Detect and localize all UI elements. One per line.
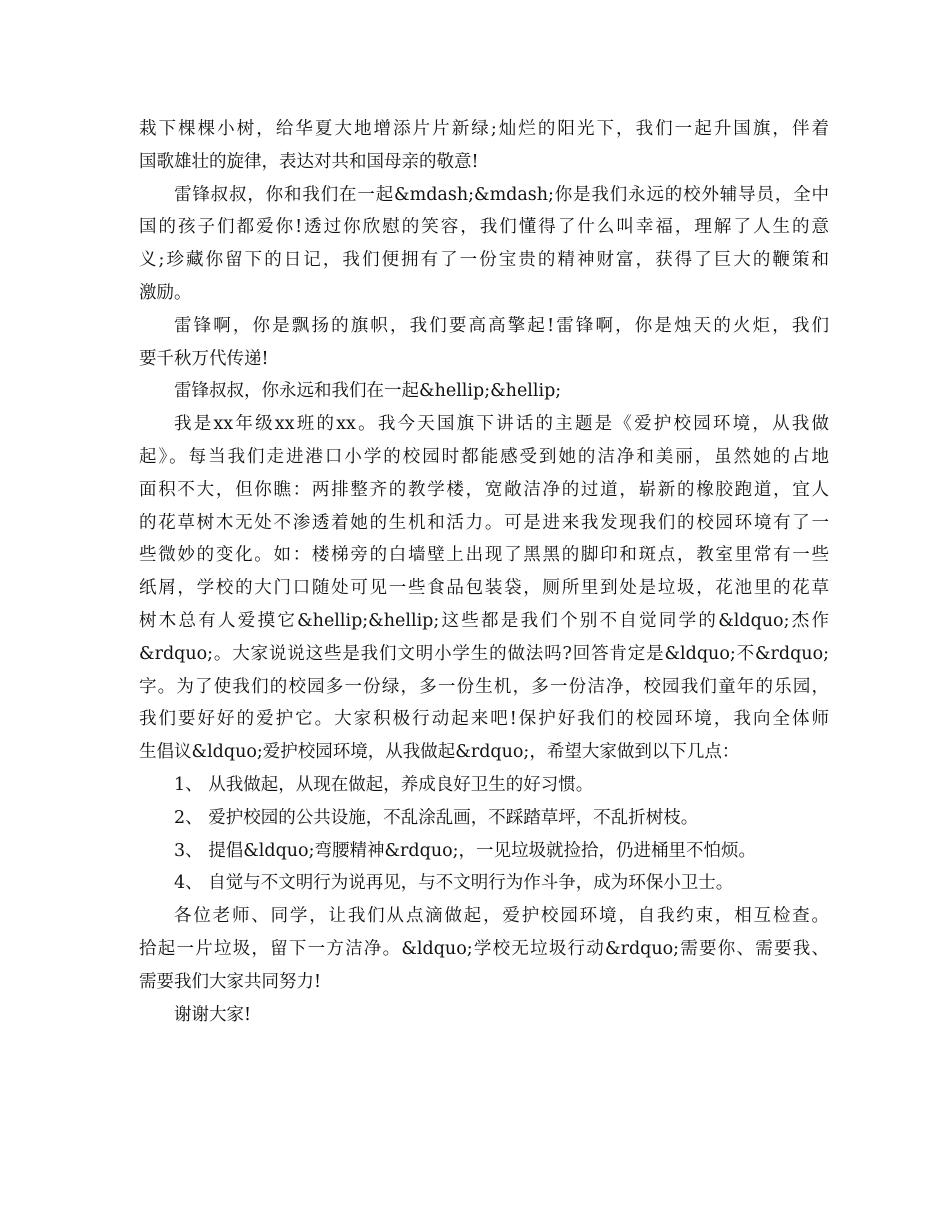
text-line: 雷锋啊，你是飘扬的旗帜，我们要高高擎起!雷锋啊，你是烛天的火炬，我们 xyxy=(174,315,829,336)
text-line: 需要我们大家共同努力! xyxy=(139,971,322,992)
text-line: 激励。 xyxy=(139,282,192,303)
text-line: 谢谢大家! xyxy=(174,1004,252,1025)
text-line: 1、 从我做起，从现在做起，养成良好卫生的好习惯。 xyxy=(174,774,594,795)
text-line: 面积不大，但你瞧：两排整齐的教学楼，宽敞洁净的过道，崭新的橡胶跑道，宜人 xyxy=(139,479,829,500)
text-line: 拾起一片垃圾，留下一方洁净。&ldquo;学校无垃圾行动&rdquo;需要你、需要我、 xyxy=(139,938,829,959)
text-line: 国的孩子们都爱你!透过你欣慰的笑容，我们懂得了什么叫幸福，理解了人生的意 xyxy=(139,217,829,238)
text-line: 义;珍藏你留下的日记，我们便拥有了一份宝贵的精神财富，获得了巨大的鞭策和 xyxy=(139,250,829,271)
text-line: 的花草树木无处不渗透着她的生机和活力。可是进来我发现我们的校园环境有了一 xyxy=(139,512,829,533)
text-line: 些微妙的变化。如：楼梯旁的白墙壁上出现了黑黑的脚印和斑点，教室里常有一些 xyxy=(139,545,829,566)
text-line: &rdquo;。大家说说这些是我们文明小学生的做法吗?回答肯定是&ldquo;不&rdquo; xyxy=(139,643,829,664)
text-line: 树木总有人爱摸它&hellip;&hellip;这些都是我们个别不自觉同学的&ldquo;杰作 xyxy=(139,610,829,631)
text-line: 2、 爱护校园的公共设施，不乱涂乱画，不踩踏草坪，不乱折树枝。 xyxy=(174,807,699,828)
text-line: 字。为了使我们的校园多一份绿，多一份生机，多一份洁净，校园我们童年的乐园， xyxy=(139,676,829,697)
text-line: 栽下棵棵小树，给华夏大地增添片片新绿;灿烂的阳光下，我们一起升国旗，伴着 xyxy=(139,119,829,139)
text-line: 雷锋叔叔，你和我们在一起&mdash;&mdash;你是我们永远的校外辅导员，全中 xyxy=(174,184,829,205)
text-line: 要千秋万代传递! xyxy=(139,348,269,369)
text-line: 国歌雄壮的旋律，表达对共和国母亲的敬意! xyxy=(139,151,479,172)
text-line: 纸屑，学校的大门口随处可见一些食品包装袋，厕所里到处是垃圾，花池里的花草 xyxy=(139,578,829,599)
text-line: 雷锋叔叔，你永远和我们在一起&hellip;&hellip; xyxy=(174,381,562,402)
text-line: 各位老师、同学，让我们从点滴做起，爱护校园环境，自我约束，相互检查。 xyxy=(174,906,829,927)
text-line: 3、 提倡&ldquo;弯腰精神&rdquo;，一见垃圾就捡拾，仍进桶里不怕烦。 xyxy=(174,840,757,861)
text-line: 起》。每当我们走进港口小学的校园时都能感受到她的洁净和美丽，虽然她的占地 xyxy=(139,446,829,467)
document-page xyxy=(139,113,829,1031)
text-line: 我们要好好的爱护它。大家积极行动起来吧!保护好我们的校园环境，我向全体师 xyxy=(139,709,829,730)
text-line: 4、 自觉与不文明行为说再见，与不文明行为作斗争，成为环保小卫士。 xyxy=(174,873,734,894)
text-line: 我是xx年级xx班的xx。我今天国旗下讲话的主题是《爱护校园环境，从我做 xyxy=(174,414,829,435)
text-line: 生倡议&ldquo;爱护校园环境，从我做起&rdquo;，希望大家做到以下几点： xyxy=(139,742,740,763)
